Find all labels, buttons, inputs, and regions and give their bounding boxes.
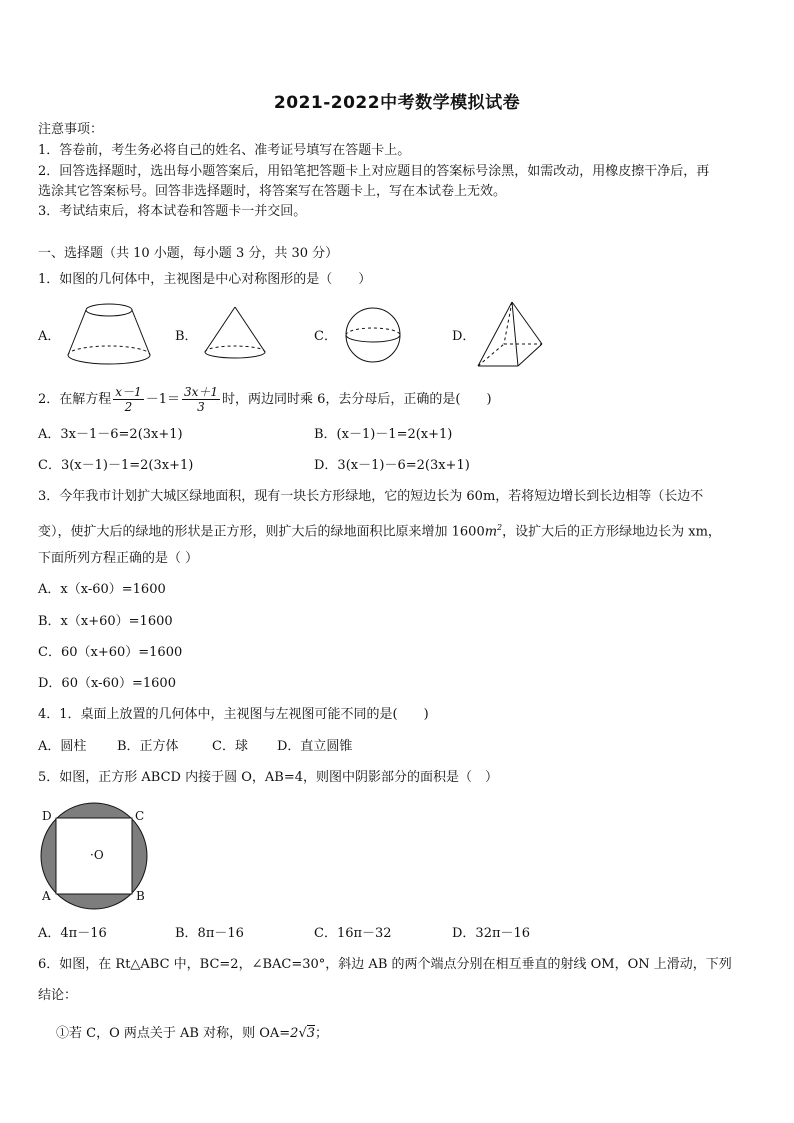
q6-conclusion-1-coef: 2 <box>290 1026 299 1041</box>
q2-fraction-2 <box>182 385 220 414</box>
q5-label-c: C <box>135 809 145 823</box>
q2-option-d: D．3(x－1)－6=2(3x+1) <box>314 458 470 473</box>
q4-option-d: D．直立圆锥 <box>277 739 353 754</box>
q3-line-2b: ，设扩大后的正方形绿地边长为 xm， <box>502 524 721 540</box>
q2-fraction-1 <box>113 385 143 414</box>
q5-label-o: ·O <box>90 848 104 862</box>
q2-text-mid: －1＝ <box>145 392 180 407</box>
notice-item-2b: 选涂其它答案标号。回答非选择题时，将答案写在答题卡上，写在本试卷上无效。 <box>38 184 507 199</box>
q5-label-d: D <box>42 809 52 823</box>
q2-fraction-1-numerator: x－1 <box>115 385 142 399</box>
question-2 <box>38 384 492 416</box>
q1-option-b-label: B． <box>175 329 198 344</box>
circle-square-figure <box>38 806 158 906</box>
pyramid-figure <box>476 300 546 370</box>
sqrt-icon: √ <box>298 1026 307 1041</box>
q2-fraction-1-denominator: 2 <box>124 400 133 414</box>
q2-text-post: 时，两边同时乘 6，去分母后，正确的是( ) <box>222 392 492 407</box>
q4-option-b: B．正方体 <box>117 739 179 754</box>
question-3-line-2 <box>38 518 721 542</box>
q2-text-pre: 2．在解方程 <box>38 392 112 407</box>
q6-conclusion-1 <box>56 1024 328 1044</box>
q6-conclusion-1-radicand: 3 <box>306 1026 316 1041</box>
q3-line-2a: 变），使扩大后的绿地的形状是正方形，则扩大后的绿地面积比原来增加 1600 <box>38 524 485 540</box>
q5-option-b: B．8π－16 <box>175 926 244 941</box>
page-title: 2021-2022中考数学模拟试卷 <box>273 93 521 113</box>
q1-option-d-label: D． <box>452 329 476 344</box>
q1-option-a-label: A． <box>38 329 61 344</box>
frustum-figure <box>64 300 154 370</box>
question-6-line-2: 结论： <box>38 988 78 1003</box>
q5-option-c: C．16π－32 <box>314 926 392 941</box>
question-3-line-1: 3．今年我市计划扩大城区绿地面积，现有一块长方形绿地，它的短边长为 60m，若将短边增长到长边相等（长边不 <box>38 489 704 504</box>
cone-figure <box>202 305 268 363</box>
q5-label-a: A <box>42 889 51 903</box>
sphere-figure <box>344 306 402 364</box>
question-3-line-3: 下面所列方程正确的是（ ） <box>38 551 199 566</box>
q5-option-d: D．32π－16 <box>452 926 531 941</box>
q2-option-b: B．(x－1)－1=2(x+1) <box>314 427 453 442</box>
question-4: 4．1．桌面上放置的几何体中，主视图与左视图可能不同的是( ) <box>38 707 429 722</box>
question-6-line-1: 6．如图，在 Rt△ABC 中，BC=2，∠BAC=30°，斜边 AB 的两个端点分别在相互垂直的射线 OM，ON 上滑动，下列 <box>38 957 732 972</box>
q2-option-c: C．3(x－1)－1=2(3x+1) <box>38 458 194 473</box>
q2-fraction-2-denominator: 3 <box>197 400 205 414</box>
q2-fraction-2-numerator: 3x＋1 <box>183 385 219 399</box>
notice-item-3: 3．考试结束后，将本试卷和答题卡一并交回。 <box>38 204 307 219</box>
section-heading: 一、选择题（共 10 小题，每小题 3 分，共 30 分） <box>38 246 339 261</box>
q3-option-d: D．60（x-60）=1600 <box>38 676 176 691</box>
q4-option-a: A．圆柱 <box>38 739 87 754</box>
q3-option-c: C．60（x+60）=1600 <box>38 645 183 660</box>
q3-unit: m <box>484 524 498 540</box>
notice-item-2a: 2．回答选择题时，选出每小题答案后，用铅笔把答题卡上对应题目的答案标号涂黑，如需改动，用橡皮擦干净后，再 <box>38 164 710 179</box>
q6-conclusion-1-text: 若 C，O 两点关于 AB 对称，则 OA= <box>69 1026 291 1041</box>
q5-option-a: A．4π－16 <box>38 926 107 941</box>
q2-option-a: A．3x－1－6=2(3x+1) <box>38 427 183 442</box>
q4-option-c: C．球 <box>212 739 248 754</box>
q6-conclusion-1-end: ； <box>315 1026 329 1041</box>
q3-unit-exponent: 2 <box>497 523 503 532</box>
q3-option-b: B．x（x+60）=1600 <box>38 614 173 629</box>
notice-item-1: 1．答卷前，考生务必将自己的姓名、准考证号填写在答题卡上。 <box>38 143 411 158</box>
q1-option-c-label: C． <box>314 329 337 344</box>
q3-option-a: A．x（x-60）=1600 <box>38 582 166 597</box>
notice-heading: 注意事项： <box>38 122 104 137</box>
q6-conclusion-1-mark: ① <box>56 1026 70 1041</box>
question-1: 1．如图的几何体中，主视图是中心对称图形的是（ ） <box>38 272 372 287</box>
question-5: 5．如图，正方形 ABCD 内接于圆 O，AB=4，则图中阴影部分的面积是（ ） <box>38 770 498 785</box>
q5-label-b: B <box>136 889 145 903</box>
